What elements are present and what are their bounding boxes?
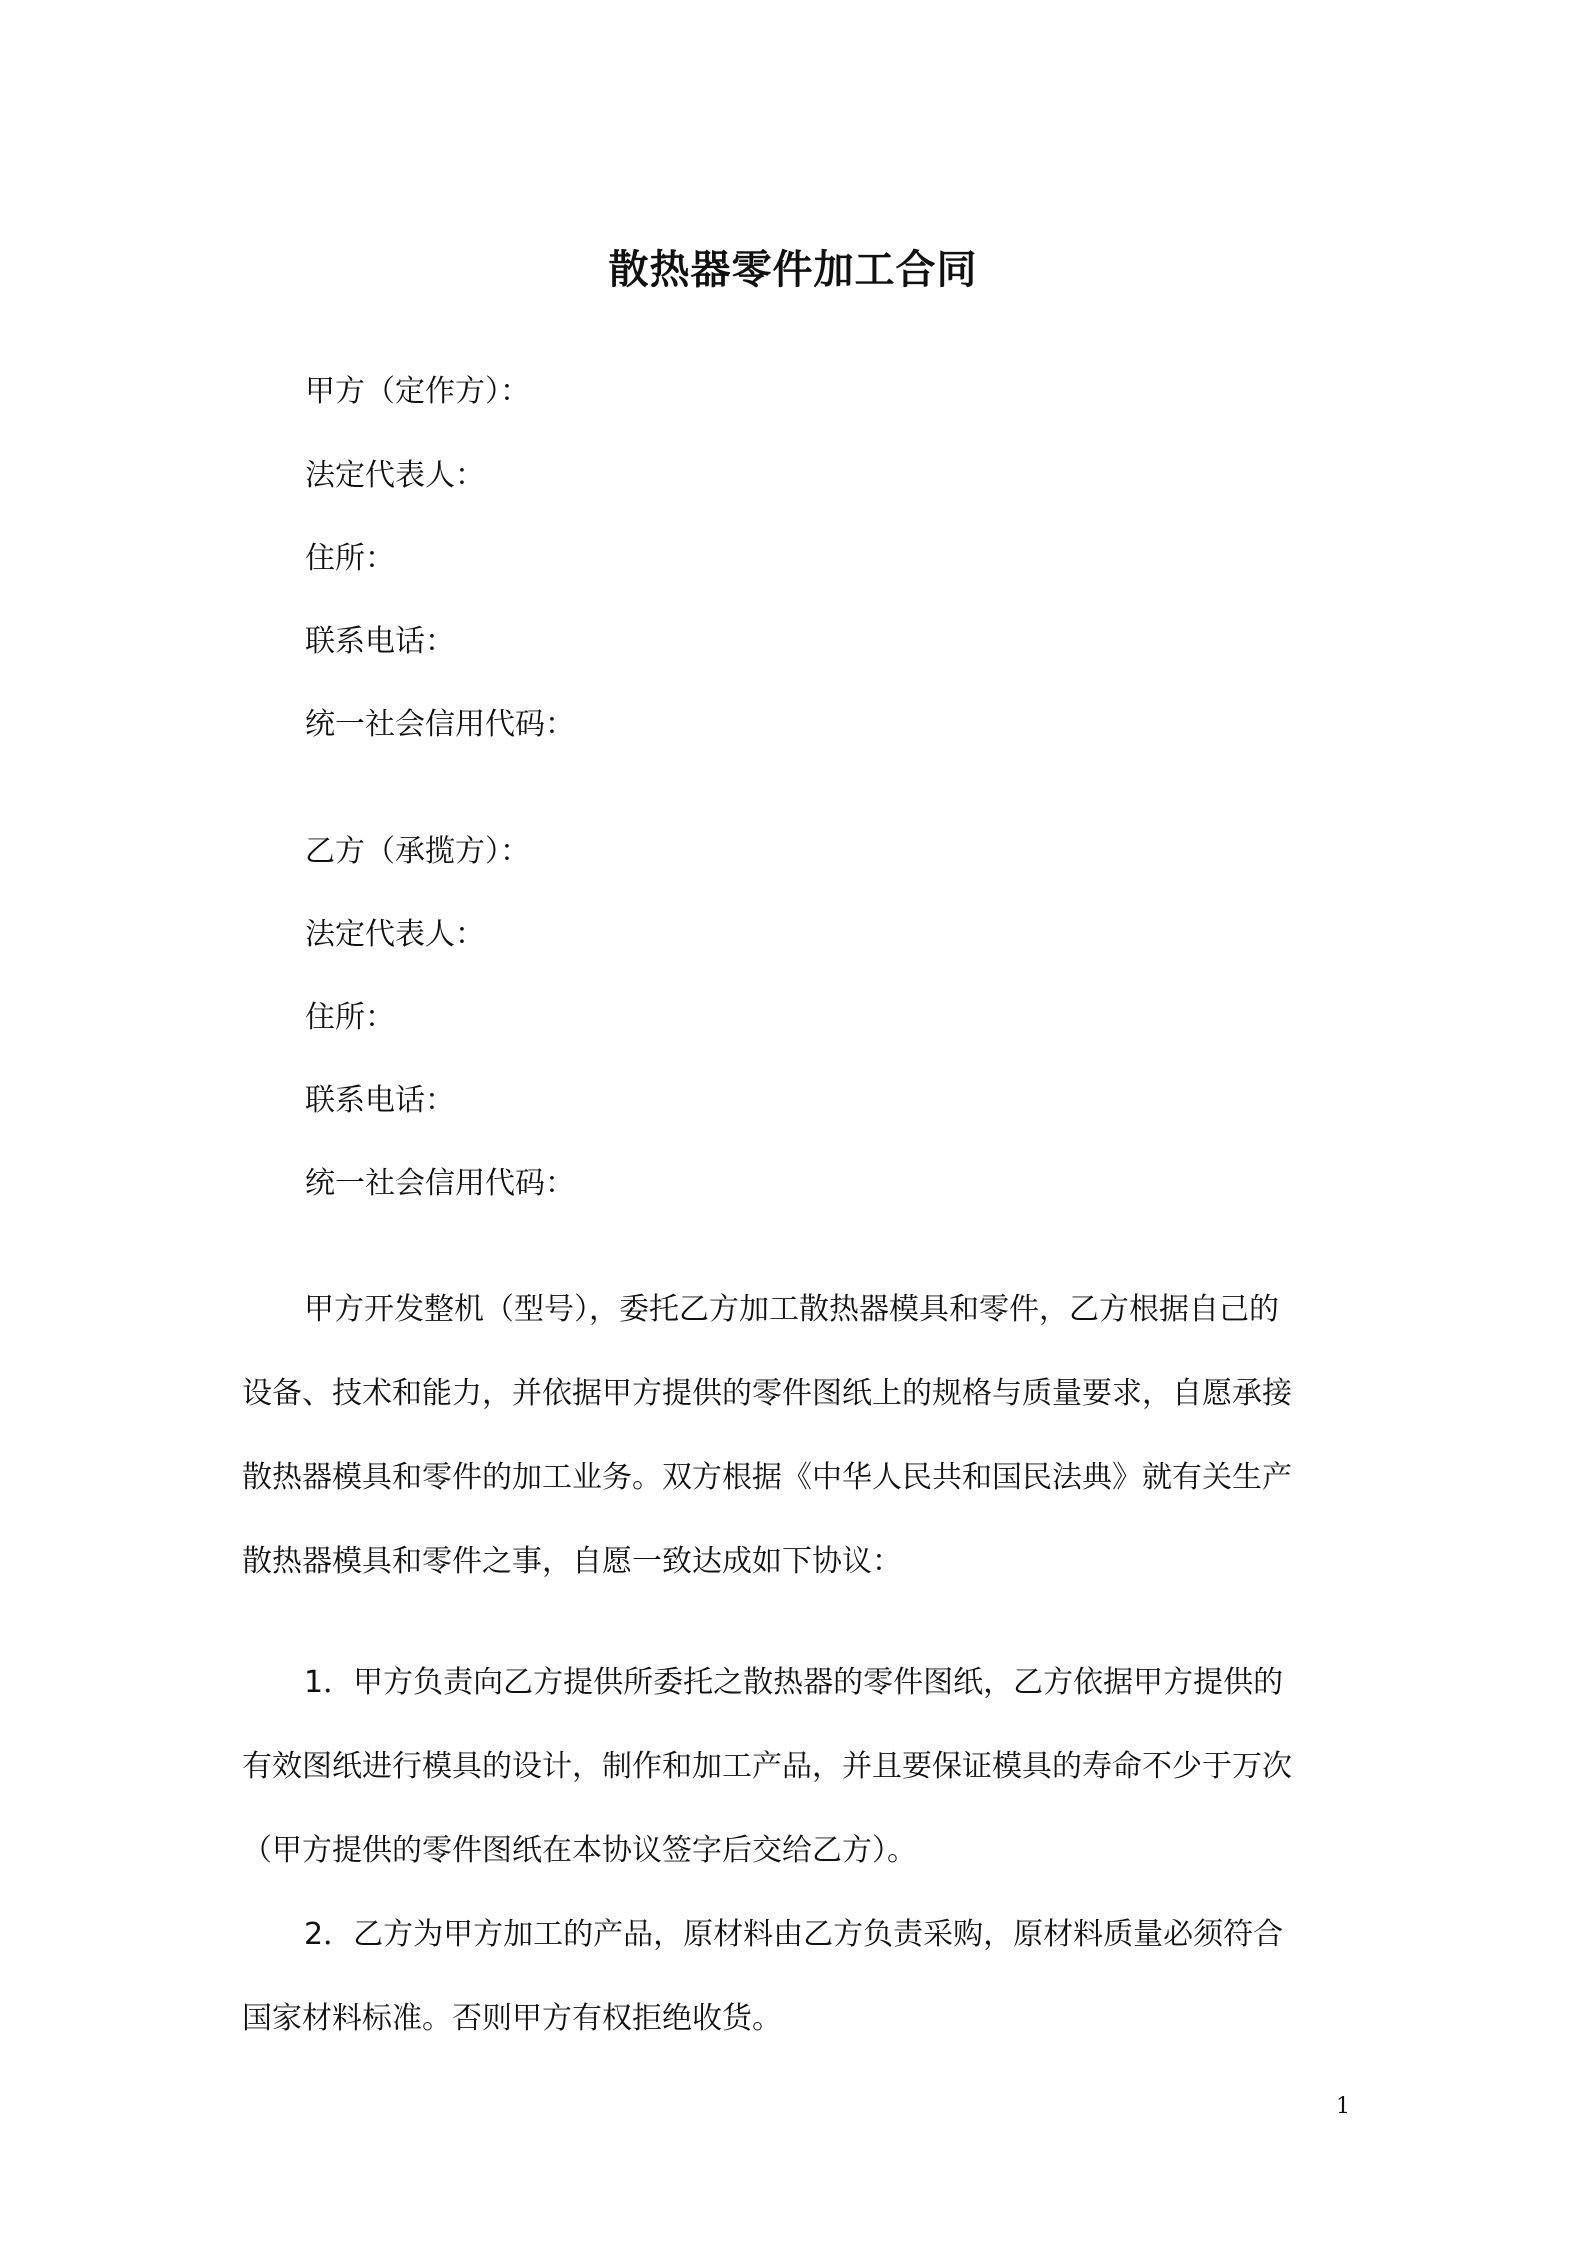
intro-line: 设备、技术和能力，并依据甲方提供的零件图纸上的规格与质量要求，自愿承接 <box>242 1376 1292 1411</box>
party-a-heading: 甲方（定作方）： <box>305 374 530 409</box>
intro-line: 甲方开发整机（型号），委托乙方加工散热器模具和零件，乙方根据自己的 <box>304 1292 1279 1327</box>
clause-line: 国家材料标准。否则甲方有权拒绝收货。 <box>242 2001 782 2036</box>
party-b-legal-rep: 法定代表人： <box>305 917 485 952</box>
clause-line: 有效图纸进行模具的设计，制作和加工产品，并且要保证模具的寿命不少于万次 <box>242 1749 1292 1784</box>
party-b-credit-code: 统一社会信用代码： <box>305 1166 575 1201</box>
intro-paragraph <box>242 1268 1352 1604</box>
party-b-heading: 乙方（承揽方）： <box>305 834 530 869</box>
party-b-phone: 联系电话： <box>305 1083 455 1118</box>
party-a-legal-rep: 法定代表人： <box>305 458 485 493</box>
clause-line: （甲方提供的零件图纸在本协议签字后交给乙方）。 <box>242 1833 917 1868</box>
document-title: 散热器零件加工合同 <box>608 247 978 293</box>
clause-2-paragraph <box>242 1893 1352 2061</box>
party-a-address: 住所： <box>305 541 395 576</box>
party-a-credit-code: 统一社会信用代码： <box>305 707 575 742</box>
clause-line: 1．甲方负责向乙方提供所委托之散热器的零件图纸，乙方依据甲方提供的 <box>304 1665 1284 1700</box>
clause-1-paragraph <box>242 1641 1352 1893</box>
party-b-address: 住所： <box>305 1000 395 1035</box>
clause-line: 2．乙方为甲方加工的产品，原材料由乙方负责采购，原材料质量必须符合 <box>304 1917 1284 1952</box>
intro-line: 散热器模具和零件之事，自愿一致达成如下协议： <box>242 1544 902 1579</box>
party-a-phone: 联系电话： <box>305 624 455 659</box>
page-number: 1 <box>1336 2094 1350 2119</box>
intro-line: 散热器模具和零件的加工业务。双方根据《中华人民共和国民法典》就有关生产 <box>242 1460 1292 1495</box>
